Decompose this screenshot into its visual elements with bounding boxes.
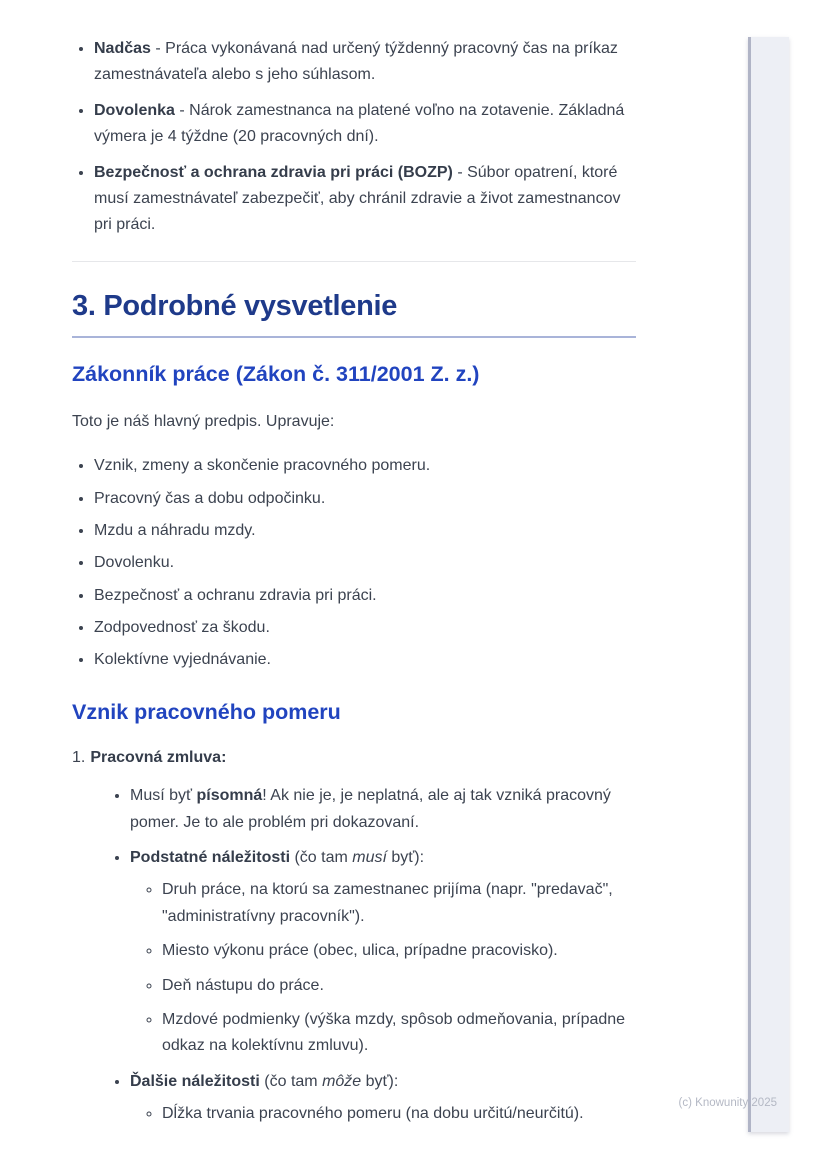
definition-item <box>94 98 636 151</box>
sublist-item: ◦ Druh práce, na ktorú sa zamestnanec prijíma (napr. "predavač", "administratívny pracovník"). <box>162 877 636 930</box>
subheading-zakonnik-prace: Zákonník práce (Zákon č. 311/2001 Z. z.) <box>72 361 480 386</box>
definition-separator: - <box>150 40 166 57</box>
text-run: Musí byť <box>130 787 197 805</box>
definition-item <box>94 36 636 89</box>
list-item-dalsie <box>130 1069 636 1128</box>
definitions-list <box>72 36 636 239</box>
list-item: • Kolektívne vyjednávanie. <box>94 647 636 673</box>
definition-separator: - <box>174 101 190 119</box>
bold-run: písomná <box>196 787 263 805</box>
text-run: (čo tam <box>290 849 353 867</box>
podstatne-sublist <box>130 877 636 1059</box>
list-item-podstatne <box>130 845 636 1060</box>
italic-run: môže <box>322 1072 362 1090</box>
dalsie-sublist <box>130 1101 636 1127</box>
page-edge-strip <box>748 37 789 1132</box>
bold-run: Ďalšie náležitosti <box>130 1072 260 1090</box>
text-run: byť): <box>386 849 425 867</box>
list-item: • Zodpovednosť za škodu. <box>94 615 636 641</box>
sublist-item: ◦ Miesto výkonu práce (obec, ulica, prípadne pracovisko). <box>162 938 636 964</box>
definition-desc: Súbor opatrení, ktoré musí zamestnávateľ zabezpečiť, aby chránil zdravie a život zamestnancov pri práci. <box>94 163 621 234</box>
sublist-item: ◦ Dĺžka trvania pracovného pomeru (na dobu určitú/neurčitú). <box>162 1101 636 1127</box>
sublist-item: ◦ Deň nástupu do práce. <box>162 973 636 999</box>
definition-item <box>94 160 636 239</box>
definition-desc: Práca vykonávaná nad určený týždenný pracovný čas na príkaz zamestnávateľa alebo s jeho súhlasom. <box>94 40 618 84</box>
definition-term: Dovolenka <box>94 101 175 119</box>
numbered-item-number: 1. <box>72 748 86 766</box>
list-item: • Bezpečnosť a ochranu zdravia pri práci. <box>94 583 636 609</box>
numbered-item-title: Pracovná zmluva: <box>90 748 227 766</box>
definition-desc: Nárok zamestnanca na platené voľno na zotavenie. Základná výmera je 4 týždne (20 pracovných dní). <box>94 101 625 146</box>
section-divider <box>72 261 636 262</box>
bold-run: Podstatné náležitosti <box>130 849 291 867</box>
sublist-item: ◦ Mzdové podmienky (výška mzdy, spôsob odmeňovania, prípadne odkaz na kolektívnu zmluvu). <box>162 1007 636 1060</box>
text-run: (čo tam <box>259 1072 323 1090</box>
lead-paragraph: Toto je náš hlavný predpis. Upravuje: <box>72 412 335 430</box>
section-heading: 3. Podrobné vysvetlenie <box>72 288 636 338</box>
list-item-pisomna <box>130 783 636 836</box>
list-item: • Vznik, zmeny a skončenie pracovného pomeru. <box>94 453 636 479</box>
definition-term: Nadčas <box>94 40 151 57</box>
document-content <box>72 0 636 1137</box>
subheading-vznik-pomeru: Vznik pracovného pomeru <box>72 699 341 724</box>
list-item: • Mzdu a náhradu mzdy. <box>94 518 636 544</box>
definition-separator: - <box>452 163 468 181</box>
italic-run: musí <box>352 849 387 867</box>
text-run: byť): <box>361 1072 399 1090</box>
copyright-watermark: (c) Knowunity 2025 <box>678 1097 777 1109</box>
list-item: • Dovolenku. <box>94 550 636 576</box>
numbered-item <box>72 745 636 771</box>
text-run: ! Ak nie je, je neplatná, ale aj tak vzniká pracovný pomer. Je to ale problém pri dokazovaní. <box>130 787 611 831</box>
list-item: • Pracovný čas a dobu odpočinku. <box>94 486 636 512</box>
contract-details-list <box>72 783 636 1127</box>
zakonnik-items-list <box>72 453 636 674</box>
definition-term: Bezpečnosť a ochrana zdravia pri práci (BOZP) <box>94 163 453 181</box>
